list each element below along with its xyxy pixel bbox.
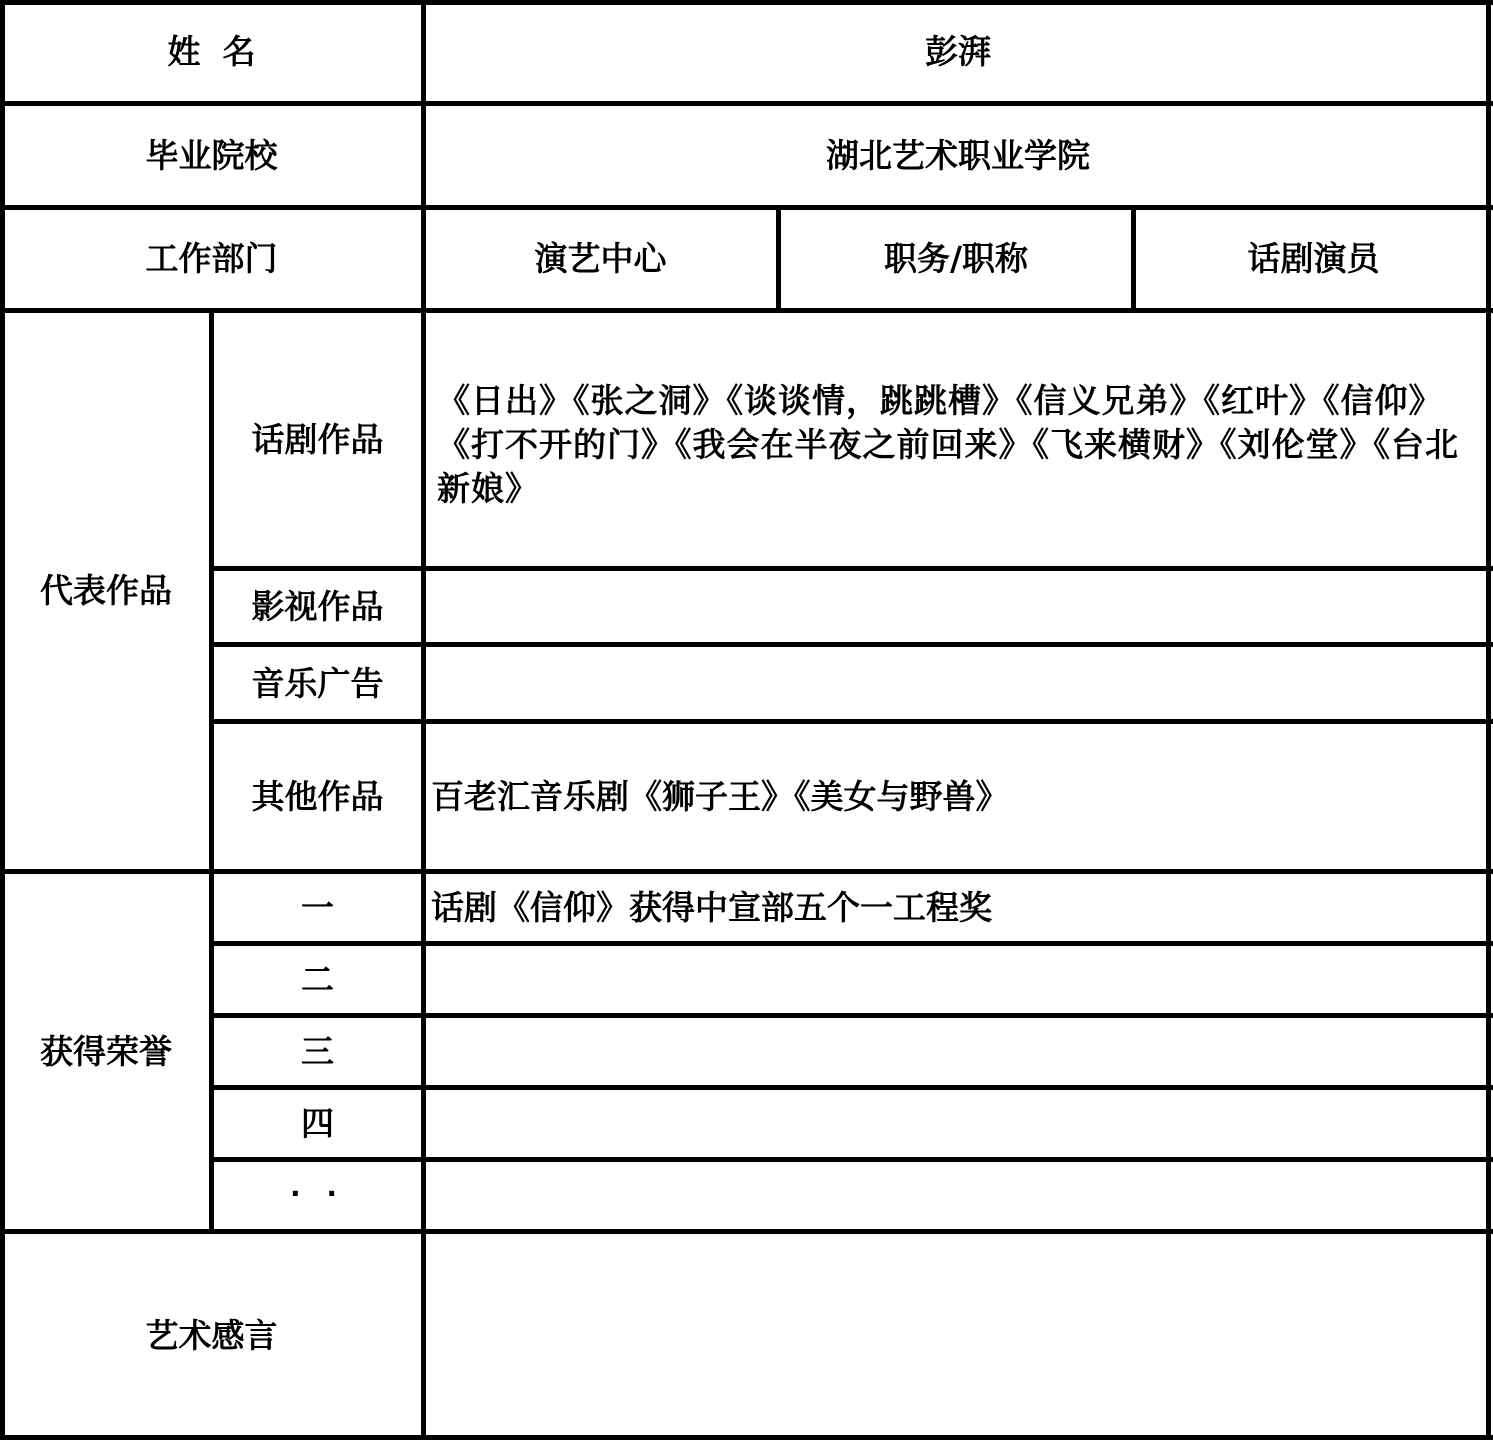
school-value: 湖北艺术职业学院 bbox=[826, 135, 1090, 175]
grid-line bbox=[0, 869, 1493, 874]
department-label: 工作部门 bbox=[145, 239, 278, 279]
works-row-label: 音乐广告 bbox=[251, 663, 384, 703]
works-row-value: 百老汇音乐剧《狮子王》《美女与野兽》 bbox=[431, 776, 1009, 816]
grid-line bbox=[1486, 0, 1491, 1440]
honor-row-label: 一 bbox=[301, 887, 334, 927]
name-value: 彭湃 bbox=[925, 31, 991, 71]
school-label: 毕业院校 bbox=[145, 135, 278, 175]
grid-line bbox=[0, 1435, 1493, 1440]
honor-row-value bbox=[423, 944, 1493, 1016]
grid-line bbox=[421, 0, 426, 1440]
works-row-value bbox=[423, 646, 1493, 722]
statement-label: 艺术感言 bbox=[145, 1315, 278, 1355]
grid-line bbox=[212, 642, 1493, 647]
honor-row-label: 三 bbox=[301, 1031, 334, 1071]
name-label: 姓名 bbox=[167, 31, 278, 71]
works-section-label: 代表作品 bbox=[40, 571, 172, 611]
grid-line bbox=[212, 719, 1493, 724]
works-row-label: 其他作品 bbox=[251, 776, 384, 816]
grid-line bbox=[0, 101, 1493, 106]
grid-line bbox=[0, 205, 1493, 210]
grid-line bbox=[1131, 206, 1136, 311]
grid-line bbox=[0, 0, 5, 1440]
works-row-value bbox=[423, 569, 1493, 646]
grid-line bbox=[776, 206, 781, 311]
grid-line bbox=[209, 309, 214, 1232]
position-label: 职务/职称 bbox=[883, 239, 1029, 279]
honor-row-label: 二 bbox=[301, 959, 334, 999]
honor-row-label: 四 bbox=[301, 1103, 334, 1143]
honor-row-value bbox=[423, 1088, 1493, 1160]
honor-row-value bbox=[423, 1160, 1493, 1232]
statement-value bbox=[423, 1232, 1493, 1440]
grid-line bbox=[212, 941, 1493, 946]
grid-line bbox=[0, 1229, 1493, 1234]
grid-line bbox=[212, 1157, 1493, 1162]
honor-row-value: 话剧《信仰》获得中宣部五个一工程奖 bbox=[431, 887, 992, 927]
honor-row-value bbox=[423, 1016, 1493, 1088]
grid-line bbox=[212, 566, 1493, 571]
position-value: 话剧演员 bbox=[1247, 239, 1380, 279]
department-value: 演艺中心 bbox=[534, 239, 667, 279]
honors-section-label: 获得荣誉 bbox=[40, 1031, 172, 1071]
works-row-label: 话剧作品 bbox=[251, 419, 384, 459]
grid-line bbox=[0, 0, 1493, 5]
grid-line bbox=[212, 1013, 1493, 1018]
grid-line bbox=[0, 308, 1493, 313]
honor-row-label: · · bbox=[289, 1176, 346, 1210]
works-row-value: 《日出》《张之洞》《谈谈情，跳跳槽》《信义兄弟》《红叶》《信仰》《打不开的门》《我会在半夜之前回来》《飞来横财》《刘伦堂》《台北新娘》 bbox=[437, 381, 1459, 508]
works-row-label: 影视作品 bbox=[251, 587, 384, 627]
grid-line bbox=[212, 1085, 1493, 1090]
